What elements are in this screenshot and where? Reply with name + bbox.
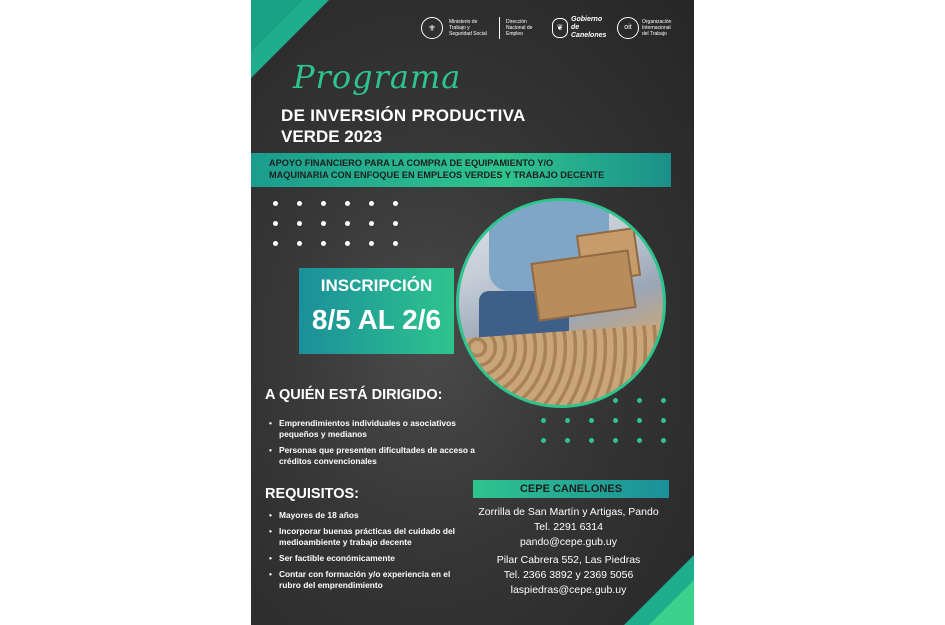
decorative-dot [369,221,374,226]
list-item: • Contar con formación y/o experiencia en el rubro del emprendimiento [267,569,467,591]
ministerio-logo-text: Ministerio de Trabajo y Seguridad Social [449,19,487,37]
decorative-dot [565,438,570,443]
logo-divider [499,17,500,39]
subtitle-band [251,153,671,187]
gobierno-canelones-logo [552,16,611,40]
list-item: • Emprendimientos individuales o asociativos pequeños y medianos [267,418,477,440]
programa-script-title: Programa [293,58,462,96]
decorative-dot [321,221,326,226]
title-line-1: DE INVERSIÓN PRODUCTIVA [281,106,526,125]
inscripcion-dates: 8/5 AL 2/6 [311,304,442,335]
decorative-dot [345,241,350,246]
decorative-dot [321,201,326,206]
decorative-dot [273,241,278,246]
product-photo-circle [456,198,666,408]
list-item: • Mayores de 18 años [267,510,467,521]
decorative-dot [273,221,278,226]
decorative-dot [541,438,546,443]
poster [251,0,694,625]
decorative-dot [637,418,642,423]
logo-bar [421,12,684,44]
decorative-dot [345,221,350,226]
uruguay-seal-icon: ⚜ [421,17,443,39]
piedras-email: laspiedras@cepe.gub.uy [510,584,627,596]
cepe-heading: CEPE CANELONES [473,480,669,498]
inscripcion-label: INSCRIPCIÓN [320,276,433,295]
requisitos-heading: REQUISITOS: [265,486,359,502]
decorative-dot [661,418,666,423]
cardboard-box-shape [530,249,636,321]
decorative-dot [369,201,374,206]
decorative-dot [321,241,326,246]
decorative-dot [393,221,398,226]
pando-email: pando@cepe.gub.uy [519,536,618,548]
decorative-dot [541,418,546,423]
oit-seal-icon: oit [617,17,639,39]
corner-decoration-top-left-inner [251,0,303,52]
decorative-dot [613,438,618,443]
oit-logo [617,17,676,39]
decorative-dot [273,201,278,206]
decorative-dot [661,438,666,443]
decorative-dot [637,438,642,443]
decorative-dot [589,418,594,423]
requisitos-list [267,510,467,596]
dirigido-heading: A QUIÉN ESTÁ DIRIGIDO: [265,387,443,403]
decorative-dot [297,241,302,246]
band-line-1: APOYO FINANCIERO PARA LA COMPRA DE EQUIPAMIENTO Y/O [269,158,554,168]
title-line-2: VERDE 2023 [281,127,383,146]
decorative-dot [393,201,398,206]
piedras-tel: Tel. 2366 3892 y 2369 5056 [503,569,634,581]
canelones-mark-icon: ❦ [552,18,568,38]
pando-address: Zorrilla de San Martín y Artigas, Pando [478,506,659,518]
gobierno-logo-text: Gobierno de Canelones [571,16,607,39]
list-item: • Ser factible económicamente [267,553,467,564]
oit-logo-text: Organización Internacional del Trabajo [642,19,672,37]
decorative-dot [297,201,302,206]
piedras-address: Pilar Cabrera 552, Las Piedras [496,554,641,566]
decorative-dot [613,418,618,423]
inscripcion-box [299,268,454,354]
decorative-dot [589,438,594,443]
decorative-dot [565,418,570,423]
pando-tel: Tel. 2291 6314 [534,521,603,533]
dirigido-list [267,418,477,472]
decorative-dot [297,221,302,226]
egg-tray-shape [466,324,666,408]
direccion-logo-text: Dirección Nacional de Empleo [506,19,533,37]
decorative-dot [345,201,350,206]
band-line-2: MAQUINARIA CON ENFOQUE EN EMPLEOS VERDES Y TRABAJO DECENTE [269,170,605,180]
decorative-dot [369,241,374,246]
decorative-dot [393,241,398,246]
list-item: • Incorporar buenas prácticas del cuidado del medioambiente y trabajo decente [267,526,467,548]
list-item: • Personas que presenten dificultades de acceso a créditos convencionales [267,445,477,467]
